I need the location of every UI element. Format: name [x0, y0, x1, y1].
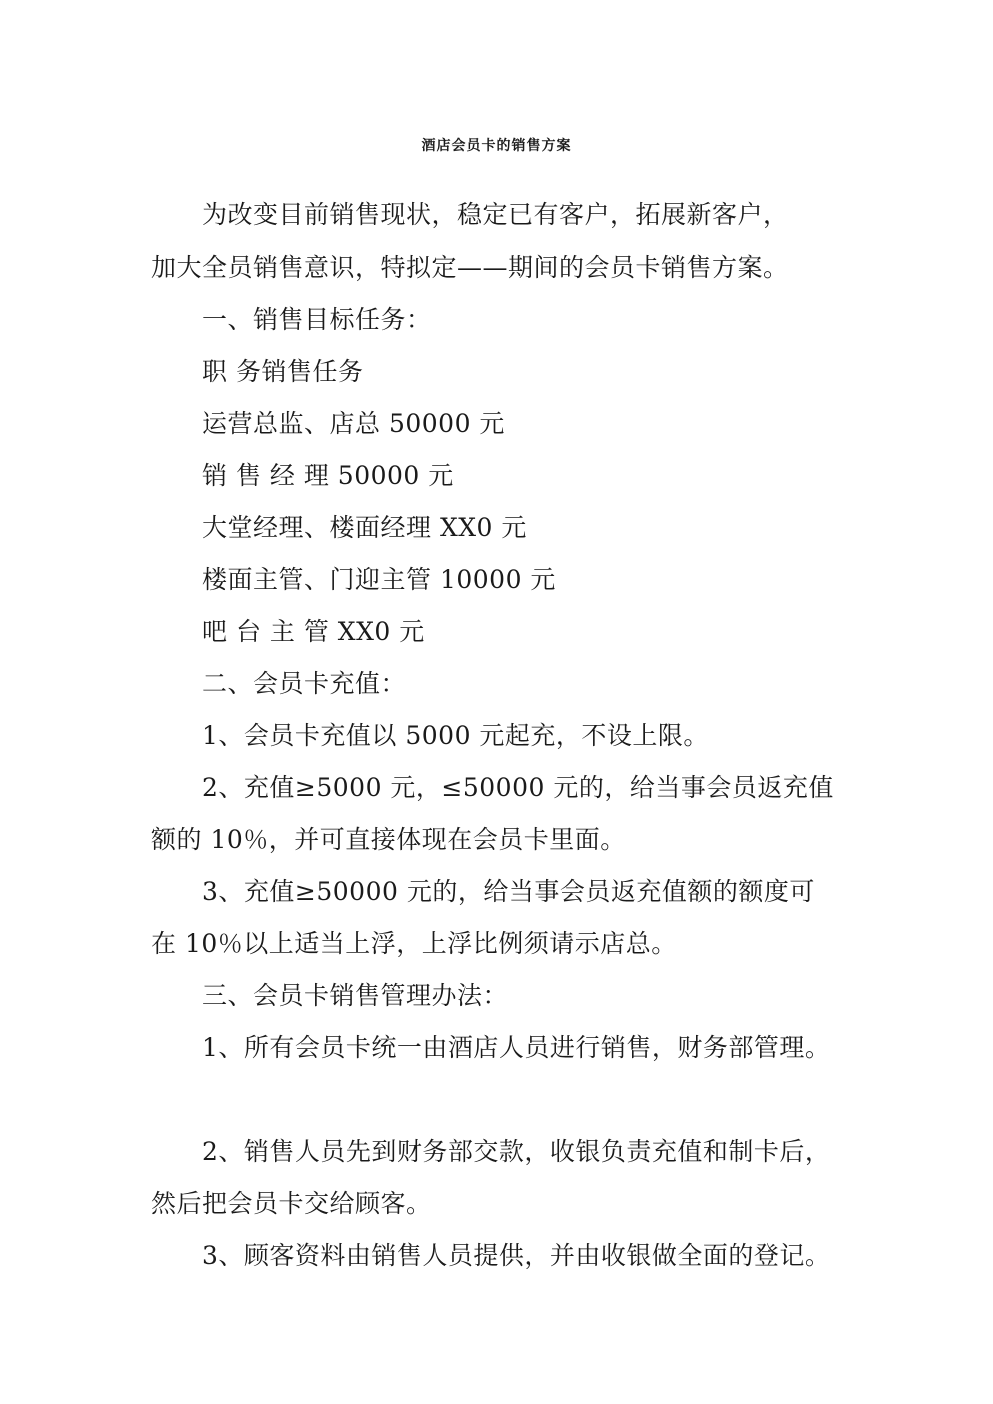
- recharge-rule-2-line-1: 2、充值≥5000 元，≤50000 元的，给当事会员返充值: [202, 773, 834, 802]
- target-row-lobby-manager: 大堂经理、楼面经理 XX0 元: [202, 513, 527, 542]
- target-row-sales-manager: 销 售 经 理 50000 元: [202, 461, 454, 490]
- document-title: 酒店会员卡的销售方案: [421, 138, 572, 154]
- section-heading-sales-management: 三、会员卡销售管理办法：: [202, 981, 509, 1010]
- management-rule-2-line-2: 然后把会员卡交给顾客。: [151, 1189, 432, 1218]
- recharge-rule-2-line-2: 额的 10％，并可直接体现在会员卡里面。: [151, 825, 626, 854]
- paragraph-intro-line-1: 为改变目前销售现状，稳定已有客户，拓展新客户，: [202, 200, 789, 229]
- paragraph-intro-line-2: 加大全员销售意识，特拟定——期间的会员卡销售方案。: [151, 253, 789, 282]
- section-heading-card-recharge: 二、会员卡充值：: [202, 669, 407, 698]
- target-row-floor-supervisor: 楼面主管、门迎主管 10000 元: [202, 565, 556, 594]
- management-rule-1: 1、所有会员卡统一由酒店人员进行销售，财务部管理。: [202, 1033, 831, 1062]
- recharge-rule-3-line-2: 在 10％以上适当上浮，上浮比例须请示店总。: [151, 929, 677, 958]
- recharge-rule-1: 1、会员卡充值以 5000 元起充，不设上限。: [202, 721, 709, 750]
- recharge-rule-3-line-1: 3、充值≥50000 元的，给当事会员返充值额的额度可: [202, 877, 815, 906]
- section-heading-sales-targets: 一、销售目标任务：: [202, 305, 432, 334]
- target-row-operations-director: 运营总监、店总 50000 元: [202, 409, 505, 438]
- target-table-header: 职 务销售任务: [202, 357, 364, 386]
- target-row-bar-supervisor: 吧 台 主 管 XX0 元: [202, 617, 425, 646]
- management-rule-3: 3、顾客资料由销售人员提供，并由收银做全面的登记。: [202, 1241, 831, 1270]
- management-rule-2-line-1: 2、销售人员先到财务部交款，收银负责充值和制卡后，: [202, 1137, 831, 1166]
